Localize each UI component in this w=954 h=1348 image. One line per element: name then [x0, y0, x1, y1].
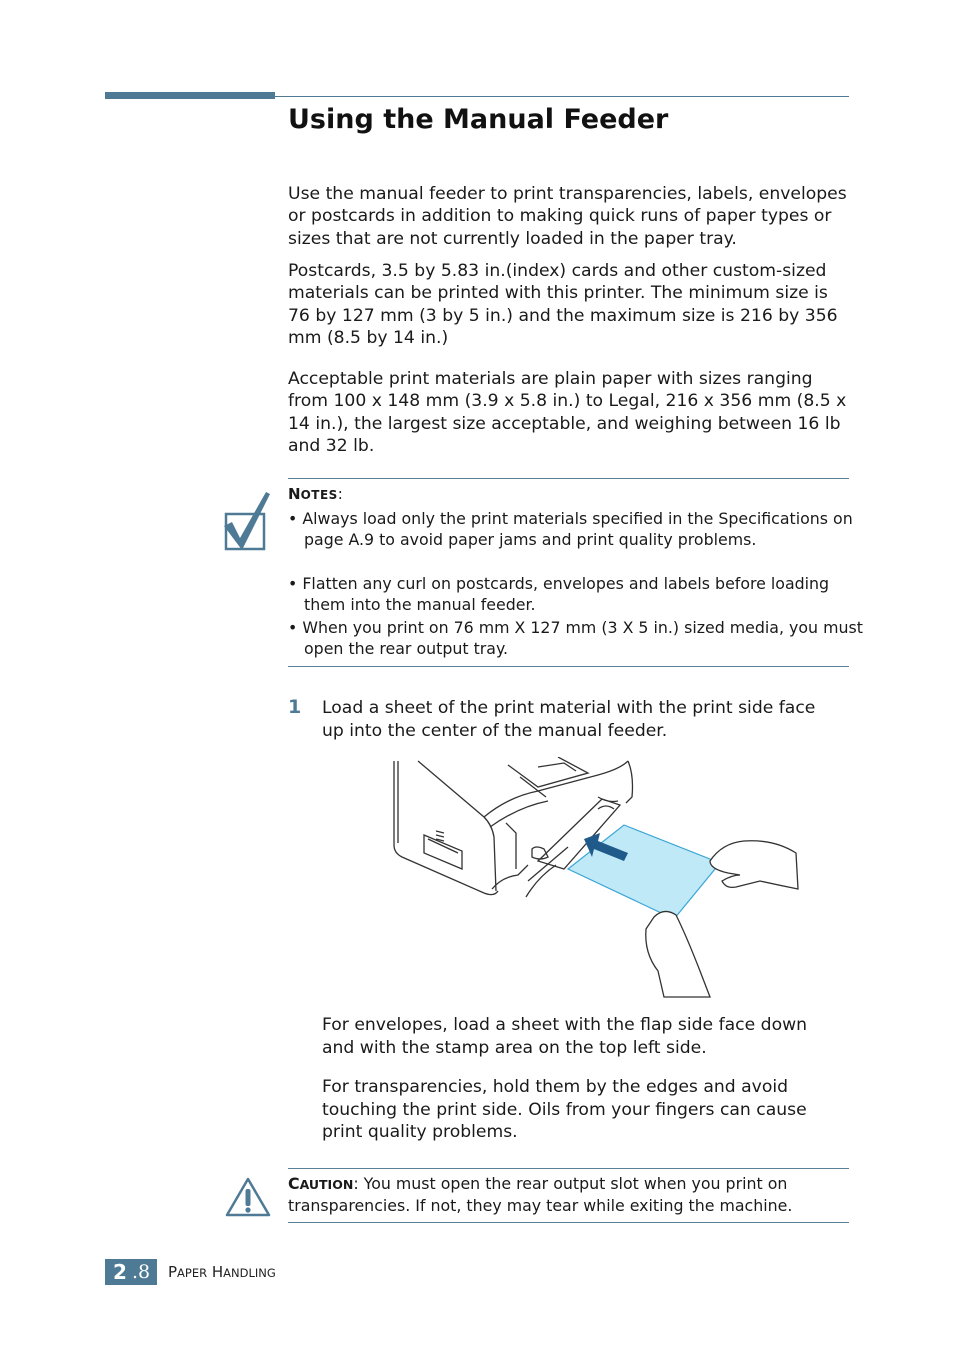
note-item-3: • When you print on 76 mm X 127 mm (3 X 5 in.) sized media, you must open the rear output tray. [288, 618, 863, 658]
chapter-label: PAPER HANDLING [168, 1263, 276, 1281]
note-item-1: • Always load only the print materials specified in the Specifications on page A.9 to avoid paper jams and print quality problems. [288, 509, 853, 549]
notes-heading: NOTES: [288, 485, 343, 503]
intro-paragraph-3: Acceptable print materials are plain paper with sizes ranging from 100 x 148 mm (3.9 x 5.8 in.) to Legal, 216 x 356 mm (8.5 x 14 in.), the largest size acceptable, and weighing between 16 lb and 32 lb. [288, 369, 847, 456]
caution-bottom-rule [288, 1222, 849, 1223]
intro-paragraph-2: Postcards, 3.5 by 5.83 in.(index) cards and other custom-sized materials can be printed with this printer. The minimum size is 76 by 127 mm (3 by 5 in.) and the maximum size is 216 by 356 mm (8.5 by 14 in.) [288, 261, 838, 348]
header-rule [275, 96, 849, 97]
note-item-2: • Flatten any curl on postcards, envelopes and labels before loading them into the manual feeder. [288, 574, 830, 614]
manual-feeder-illustration [388, 757, 808, 999]
envelope-instructions: For envelopes, load a sheet with the flap side face down and with the stamp area on the top left side. [322, 1015, 808, 1058]
intro-paragraph-1: Use the manual feeder to print transparencies, labels, envelopes or postcards in addition to making quick runs of paper types or sizes that are not currently loaded in the paper tray. [288, 184, 847, 249]
transparency-instructions: For transparencies, hold them by the edges and avoid touching the print side. Oils from your fingers can cause print quality problems. [322, 1077, 807, 1142]
notes-bottom-rule [288, 666, 849, 667]
notes-top-rule [288, 478, 849, 479]
header-rule-accent [105, 92, 275, 99]
page-title: Using the Manual Feeder [288, 104, 669, 135]
checkmark-note-icon [222, 488, 274, 552]
warning-triangle-icon [224, 1176, 272, 1218]
step-number: 1 [288, 696, 302, 718]
step-text: Load a sheet of the print material with the print side face up into the center of the manual feeder. [322, 698, 816, 741]
caution-text: CAUTION: You must open the rear output slot when you print on transparencies. If not, they may tear while exiting the machine. [288, 1174, 793, 1215]
page-number-badge: 2 .8 [105, 1259, 157, 1285]
caution-top-rule [288, 1168, 849, 1169]
